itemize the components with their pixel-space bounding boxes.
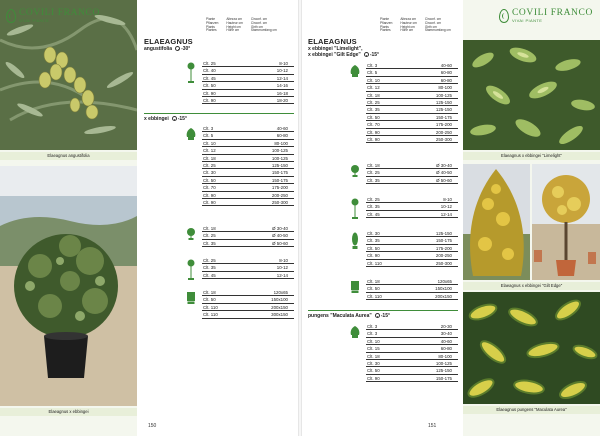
plant-size: 120x65: [437, 279, 452, 284]
genus-title-right: ELAEAGNUS x ebbingei "Limelight", x ebbingei "Gilt Edge" -15°: [308, 37, 380, 58]
table-row: [202, 155, 294, 162]
container-size: Clt. 18: [203, 226, 216, 231]
legend-text: Circonf. cm: [424, 17, 442, 21]
size-table: [202, 257, 294, 279]
hardiness-icon: [175, 46, 180, 51]
table-row: [366, 252, 458, 259]
legend-text: Piante: [380, 17, 390, 21]
standard-tree-shape-icon: [186, 62, 196, 89]
legend-text: Höhe cm: [226, 28, 240, 33]
container-size: Clt. 50: [203, 297, 216, 303]
container-size: Clt. 35: [203, 240, 216, 246]
container-size: Clt. 10: [203, 140, 216, 146]
plant-size: 100-125: [271, 148, 288, 154]
container-size: Clt. 110: [367, 260, 382, 266]
legend-text: Hauteur cm: [226, 20, 243, 25]
photo-caption: Elaeagnus pungens "Maculata Aurea": [463, 406, 600, 414]
section-divider: [144, 113, 294, 114]
plant-size: 100-125: [435, 360, 452, 366]
table-row: [202, 272, 294, 279]
table-row: [366, 338, 458, 345]
photo-ebbingei-gilt-edge-standard: [532, 164, 600, 280]
species-angustifolia: angustifolia -30°: [144, 46, 191, 52]
plant-size: 150-175: [271, 170, 288, 176]
genus-title-left: ELAEAGNUS angustifolia -30°: [144, 37, 193, 52]
plant-size: 60-80: [440, 346, 452, 352]
size-table: [366, 323, 458, 382]
container-size: Clt. 50: [367, 245, 380, 251]
legend-text: Girth cm: [250, 24, 263, 29]
container-size: Clt. 40: [203, 68, 216, 74]
right-content: [308, 0, 458, 436]
photo-caption: Elaeagnus angustifolia: [0, 152, 137, 160]
table-row: [202, 240, 294, 247]
table-row: [366, 211, 458, 218]
photo-ebbingei-gilt-edge-bush: [463, 164, 530, 280]
table-row: [366, 285, 458, 292]
plant-size: Ø 40-50: [272, 233, 288, 239]
container-size: Clt. 35: [367, 204, 380, 210]
container-size: Clt. 3: [367, 324, 378, 329]
bush-shape-icon: [350, 325, 360, 344]
plant-size: 150x100: [435, 286, 452, 292]
legend-text: Height cm: [400, 24, 415, 29]
container-size: Clt. 10: [367, 338, 380, 344]
plant-size: 200x150: [271, 304, 288, 310]
photo-pungens-maculata-aurea: [463, 292, 600, 404]
table-row: [202, 132, 294, 139]
hardiness-icon: [172, 116, 177, 121]
table-row: [202, 199, 294, 206]
plant-size: 150-175: [271, 177, 288, 183]
plant-size: Ø 50-60: [436, 177, 452, 183]
table-row: [366, 245, 458, 252]
plant-size: 125-150: [435, 107, 452, 113]
table-row: [202, 311, 294, 318]
ball-tree-shape-icon: [350, 164, 360, 183]
table-row: [366, 323, 458, 330]
plant-size: 300x150: [271, 312, 288, 318]
table-row: [366, 330, 458, 337]
legend-text: Piante: [206, 17, 216, 21]
table-row: [366, 77, 458, 84]
plant-size: 200-250: [271, 192, 288, 198]
container-size: Clt. 25: [367, 99, 380, 105]
container-size: Clt. 25: [203, 258, 216, 263]
container-size: Clt. 90: [367, 129, 380, 135]
plant-size: 30-40: [440, 331, 452, 337]
table-row: [366, 106, 458, 113]
photo-caption: Elaeagnus x ebbingei: [0, 408, 137, 416]
plant-size: 125-150: [271, 162, 288, 168]
table-row: [202, 264, 294, 271]
table-row: [202, 184, 294, 191]
column-shape-icon: [350, 232, 360, 255]
hedge-shape-icon: [350, 280, 360, 299]
plant-size: Ø 40-50: [436, 170, 452, 176]
legend-text: Girth cm: [424, 24, 437, 29]
container-size: Clt. 3: [367, 63, 378, 68]
size-table: [202, 289, 294, 319]
plant-size: 250-300: [271, 199, 288, 205]
table-row: [366, 69, 458, 76]
brand-subtitle: VIVAI PIANTE: [19, 18, 50, 23]
legend-text: Pflanzen: [206, 20, 219, 25]
container-size: Clt. 12: [367, 85, 380, 91]
plant-size: 175-200: [271, 185, 288, 191]
right-photo-column: [463, 0, 600, 436]
page-number: 151: [428, 423, 437, 429]
table-row: [366, 129, 458, 136]
table-row: [366, 237, 458, 244]
plant-size: 250-300: [435, 260, 452, 266]
plant-size: 18-20: [276, 97, 288, 103]
table-row: [202, 232, 294, 239]
table-row: [202, 125, 294, 132]
table-row: [202, 140, 294, 147]
page-gutter: [298, 0, 302, 436]
legend-text: Altezza cm: [400, 17, 416, 21]
container-size: Clt. 90: [367, 253, 380, 259]
size-table: [366, 62, 458, 143]
table-row: [366, 203, 458, 210]
hedge-shape-icon: [186, 291, 196, 310]
legend-text: Plants: [380, 24, 389, 29]
plant-size: 8-10: [443, 197, 452, 202]
container-size: Clt. 30: [203, 170, 216, 176]
table-row: [366, 177, 458, 184]
size-table: [202, 225, 294, 247]
page-number: 150: [148, 423, 157, 429]
container-size: Clt. 70: [367, 122, 380, 128]
container-size: Clt. 12: [203, 148, 216, 154]
container-size: Clt. 90: [203, 90, 216, 96]
left-content: [144, 0, 294, 436]
brand-name: COVILI FRANCO: [19, 8, 100, 18]
photo-ebbingei-limelight: [463, 40, 600, 150]
brand-name: COVILI FRANCO: [512, 8, 593, 18]
container-size: Clt. 90: [203, 199, 216, 205]
plant-size: 60-80: [440, 70, 452, 76]
container-size: Clt. 3: [367, 331, 378, 337]
container-size: Clt. 18: [203, 290, 216, 295]
table-row: [366, 345, 458, 352]
table-row: [202, 289, 294, 296]
brand-subtitle: VIVAI PIANTE: [512, 18, 543, 23]
plant-size: 175-200: [435, 122, 452, 128]
table-row: [202, 192, 294, 199]
table-row: [202, 75, 294, 82]
plant-size: 8-10: [279, 258, 288, 263]
table-row: [366, 162, 458, 169]
table-row: [366, 84, 458, 91]
container-size: Clt. 50: [367, 286, 380, 292]
plant-size: 10-12: [276, 265, 288, 271]
species-pungens: pungens "Maculata Aurea" -15°: [308, 313, 390, 319]
table-row: [202, 162, 294, 169]
size-table: [366, 278, 458, 300]
container-size: Clt. 15: [367, 346, 380, 352]
plant-size: 12-14: [276, 272, 288, 278]
table-row: [202, 169, 294, 176]
container-size: Clt. 18: [367, 163, 380, 168]
plant-size: 14-16: [276, 83, 288, 89]
container-size: Clt. 50: [203, 83, 216, 89]
brand-logo-left: [6, 8, 100, 23]
left-photo-column: [0, 0, 137, 436]
table-row: [366, 260, 458, 267]
size-table: [366, 196, 458, 218]
table-row: [202, 90, 294, 97]
table-row: [366, 360, 458, 367]
plant-size: 10-12: [276, 68, 288, 74]
legend-text: Height cm: [226, 24, 241, 29]
container-size: Clt. 25: [203, 61, 216, 66]
container-size: Clt. 50: [367, 114, 380, 120]
table-row: [366, 136, 458, 143]
plant-size: 60-80: [276, 133, 288, 139]
container-size: Clt. 45: [367, 211, 380, 217]
container-size: Clt. 50: [203, 177, 216, 183]
container-size: Clt. 18: [367, 353, 380, 359]
container-size: Clt. 35: [203, 265, 216, 271]
plant-size: 200-250: [435, 129, 452, 135]
container-size: Clt. 50: [367, 368, 380, 374]
plant-size: 175-200: [435, 245, 452, 251]
plant-size: 125-150: [435, 368, 452, 374]
container-size: Clt. 45: [203, 272, 216, 278]
container-size: Clt. 35: [367, 177, 380, 183]
legend-text: Hauteur cm: [400, 20, 417, 25]
plant-size: 200-250: [435, 253, 452, 259]
table-row: [366, 92, 458, 99]
bush-shape-icon: [350, 64, 360, 83]
container-size: Clt. 10: [367, 77, 380, 83]
leaf-logo-icon: [6, 9, 16, 23]
container-size: Clt. 18: [367, 92, 380, 98]
legend-text: Höhe cm: [400, 28, 414, 33]
plant-size: Ø 30-40: [272, 226, 288, 231]
plant-size: 125-150: [435, 99, 452, 105]
container-size: Clt. 110: [203, 312, 218, 318]
plant-size: 100-125: [271, 155, 288, 161]
plant-size: 125-150: [435, 231, 452, 236]
plant-size: 80-100: [438, 353, 452, 359]
container-size: Clt. 25: [367, 197, 380, 202]
standard-tree-shape-icon: [186, 259, 196, 286]
table-row: [366, 278, 458, 285]
brand-logo-right: [499, 8, 593, 23]
table-row: [366, 99, 458, 106]
plant-size: 60-80: [440, 77, 452, 83]
plant-size: Ø 50-60: [272, 240, 288, 246]
plant-size: 200x150: [435, 293, 452, 299]
container-size: Clt. 110: [203, 304, 218, 310]
container-size: Clt. 110: [367, 293, 382, 299]
table-row: [202, 97, 294, 104]
legend-text: Plantes: [380, 28, 391, 33]
bush-shape-icon: [186, 127, 196, 146]
table-row: [366, 293, 458, 300]
table-row: [202, 177, 294, 184]
photo-caption: Elaeagnus x ebbingei "Limelight": [463, 152, 600, 160]
plant-size: 150-175: [435, 238, 452, 244]
container-size: Clt. 18: [367, 279, 380, 284]
legend-text: Altezza cm: [226, 17, 242, 21]
container-size: Clt. 3: [203, 126, 214, 131]
size-table: [202, 60, 294, 104]
table-row: [202, 257, 294, 264]
plant-size: 40-60: [276, 126, 288, 131]
container-size: Clt. 25: [203, 233, 216, 239]
species-ebbingei: x ebbingei -15°: [144, 116, 187, 122]
plant-size: 40-60: [440, 338, 452, 344]
container-size: Clt. 90: [367, 136, 380, 142]
legend-text: Circonf. cm: [250, 17, 268, 21]
plant-size: 80-100: [274, 140, 288, 146]
table-row: [366, 114, 458, 121]
hardiness-icon: [364, 52, 369, 57]
container-size: Clt. 35: [367, 107, 380, 113]
table-row: [202, 147, 294, 154]
legend-text: Stammumfang cm: [424, 28, 451, 33]
plant-size: 120x65: [273, 290, 288, 295]
plant-size: 100-125: [435, 92, 452, 98]
legend-text: Plants: [206, 24, 215, 29]
container-size: Clt. 18: [203, 155, 216, 161]
plant-size: 150-175: [435, 114, 452, 120]
container-size: Clt. 30: [367, 360, 380, 366]
container-size: Clt. 5: [203, 133, 214, 139]
table-row: [202, 82, 294, 89]
plant-size: 8-10: [279, 61, 288, 66]
plant-size: 12-14: [276, 75, 288, 81]
legend-text: Stammumfang cm: [250, 28, 277, 33]
container-size: Clt. 90: [367, 375, 380, 381]
table-row: [366, 196, 458, 203]
section-divider: [308, 310, 458, 311]
legend-text: Circonf. cm: [250, 20, 268, 25]
container-size: Clt. 25: [367, 170, 380, 176]
container-size: Clt. 45: [203, 75, 216, 81]
container-size: Clt. 5: [367, 70, 378, 76]
table-row: [202, 225, 294, 232]
table-row: [202, 67, 294, 74]
ball-tree-shape-icon: [186, 227, 196, 246]
table-row: [366, 375, 458, 382]
legend-text: Plantes: [206, 28, 217, 33]
legend-text: Circonf. cm: [424, 20, 442, 25]
table-row: [202, 304, 294, 311]
table-row: [366, 367, 458, 374]
hardiness-icon: [375, 313, 380, 318]
plant-size: 150x100: [271, 297, 288, 303]
plant-size: Ø 30-40: [436, 163, 452, 168]
plant-size: 250-300: [435, 136, 452, 142]
table-row: [366, 353, 458, 360]
plant-size: 40-60: [440, 63, 452, 68]
table-row: [202, 60, 294, 67]
plant-size: 150-175: [435, 375, 452, 381]
container-size: Clt. 35: [367, 238, 380, 244]
plant-size: 20-30: [440, 324, 452, 329]
leaf-logo-icon: [499, 9, 509, 23]
size-table: [366, 162, 458, 184]
container-size: Clt. 90: [203, 192, 216, 198]
container-size: Clt. 70: [203, 185, 216, 191]
container-size: Clt. 90: [203, 97, 216, 103]
plant-size: 80-100: [438, 85, 452, 91]
table-row: [366, 121, 458, 128]
photo-elaeagnus-ebbingei: [0, 166, 137, 406]
standard-tree-shape-icon: [350, 198, 360, 225]
table-row: [366, 62, 458, 69]
size-table: [366, 230, 458, 267]
container-size: Clt. 30: [367, 231, 380, 236]
legend-text: Pflanzen: [380, 20, 393, 25]
photo-caption: Elaeagnus x ebbingei "Gilt Edge": [463, 282, 600, 290]
size-table: [202, 125, 294, 206]
container-size: Clt. 25: [203, 162, 216, 168]
table-row: [366, 169, 458, 176]
table-row: [366, 230, 458, 237]
table-row: [202, 296, 294, 303]
plant-size: 10-12: [440, 204, 452, 210]
plant-size: 16-18: [276, 90, 288, 96]
plant-size: 12-14: [440, 211, 452, 217]
